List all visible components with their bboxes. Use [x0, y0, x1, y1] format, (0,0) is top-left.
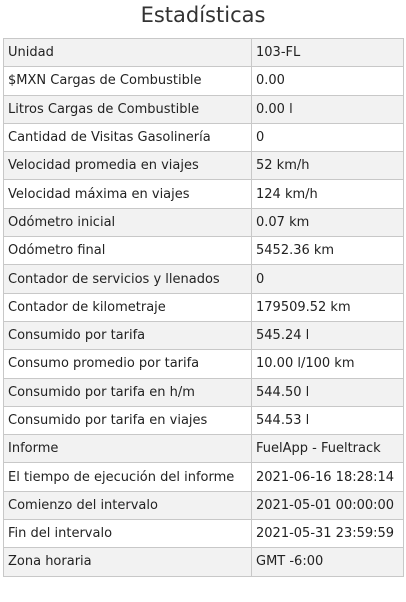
row-label-service-counter: Contador de servicios y llenados — [4, 265, 252, 293]
row-value-max-speed: 124 km/h — [252, 180, 404, 208]
table-row — [4, 123, 404, 151]
row-label-consumed-engine-hours: Consumido por tarifa en h/m — [4, 378, 252, 406]
row-value-gas-station-visits: 0 — [252, 123, 404, 151]
row-label-liters-fuel-loads: Litros Cargas de Combustible — [4, 95, 252, 123]
table-row — [4, 378, 404, 406]
row-value-liters-fuel-loads: 0.00 l — [252, 95, 404, 123]
row-value-interval-start: 2021-05-01 00:00:00 — [252, 491, 404, 519]
row-label-consumed-by-rate: Consumido por tarifa — [4, 321, 252, 349]
row-value-service-counter: 0 — [252, 265, 404, 293]
row-label-report: Informe — [4, 435, 252, 463]
table-row — [4, 321, 404, 349]
table-row — [4, 293, 404, 321]
row-value-average-consumption: 10.00 l/100 km — [252, 350, 404, 378]
row-label-average-consumption: Consumo promedio por tarifa — [4, 350, 252, 378]
row-label-mxn-fuel-loads: $MXN Cargas de Combustible — [4, 67, 252, 95]
table-row — [4, 67, 404, 95]
row-value-report: FuelApp - Fueltrack — [252, 435, 404, 463]
table-row — [4, 463, 404, 491]
row-label-interval-start: Comienzo del intervalo — [4, 491, 252, 519]
row-label-mileage-counter: Contador de kilometraje — [4, 293, 252, 321]
row-value-interval-end: 2021-05-31 23:59:59 — [252, 520, 404, 548]
row-label-time-zone: Zona horaria — [4, 548, 252, 576]
row-label-report-execution-time: El tiempo de ejecución del informe — [4, 463, 252, 491]
table-row — [4, 406, 404, 434]
row-label-initial-odometer: Odómetro inicial — [4, 208, 252, 236]
table-row — [4, 435, 404, 463]
row-label-average-speed: Velocidad promedia en viajes — [4, 152, 252, 180]
table-row — [4, 39, 404, 67]
table-row — [4, 95, 404, 123]
row-value-mxn-fuel-loads: 0.00 — [252, 67, 404, 95]
page-title: Estadísticas — [140, 3, 266, 27]
table-row — [4, 265, 404, 293]
row-value-time-zone: GMT -6:00 — [252, 548, 404, 576]
table-row — [4, 208, 404, 236]
table-row — [4, 350, 404, 378]
row-value-report-execution-time: 2021-06-16 18:28:14 — [252, 463, 404, 491]
row-label-consumed-trips: Consumido por tarifa en viajes — [4, 406, 252, 434]
row-label-unidad: Unidad — [4, 39, 252, 67]
row-value-unidad: 103-FL — [252, 39, 404, 67]
statistics-table-body — [4, 39, 404, 577]
table-row — [4, 491, 404, 519]
table-row — [4, 237, 404, 265]
table-row — [4, 152, 404, 180]
statistics-table — [3, 38, 404, 577]
row-label-max-speed: Velocidad máxima en viajes — [4, 180, 252, 208]
row-label-gas-station-visits: Cantidad de Visitas Gasolinería — [4, 123, 252, 151]
table-row — [4, 520, 404, 548]
row-value-final-odometer: 5452.36 km — [252, 237, 404, 265]
table-row — [4, 548, 404, 576]
row-value-consumed-by-rate: 545.24 l — [252, 321, 404, 349]
row-value-initial-odometer: 0.07 km — [252, 208, 404, 236]
row-value-consumed-engine-hours: 544.50 l — [252, 378, 404, 406]
row-label-final-odometer: Odómetro final — [4, 237, 252, 265]
row-value-average-speed: 52 km/h — [252, 152, 404, 180]
row-value-mileage-counter: 179509.52 km — [252, 293, 404, 321]
row-label-interval-end: Fin del intervalo — [4, 520, 252, 548]
row-value-consumed-trips: 544.53 l — [252, 406, 404, 434]
table-row — [4, 180, 404, 208]
